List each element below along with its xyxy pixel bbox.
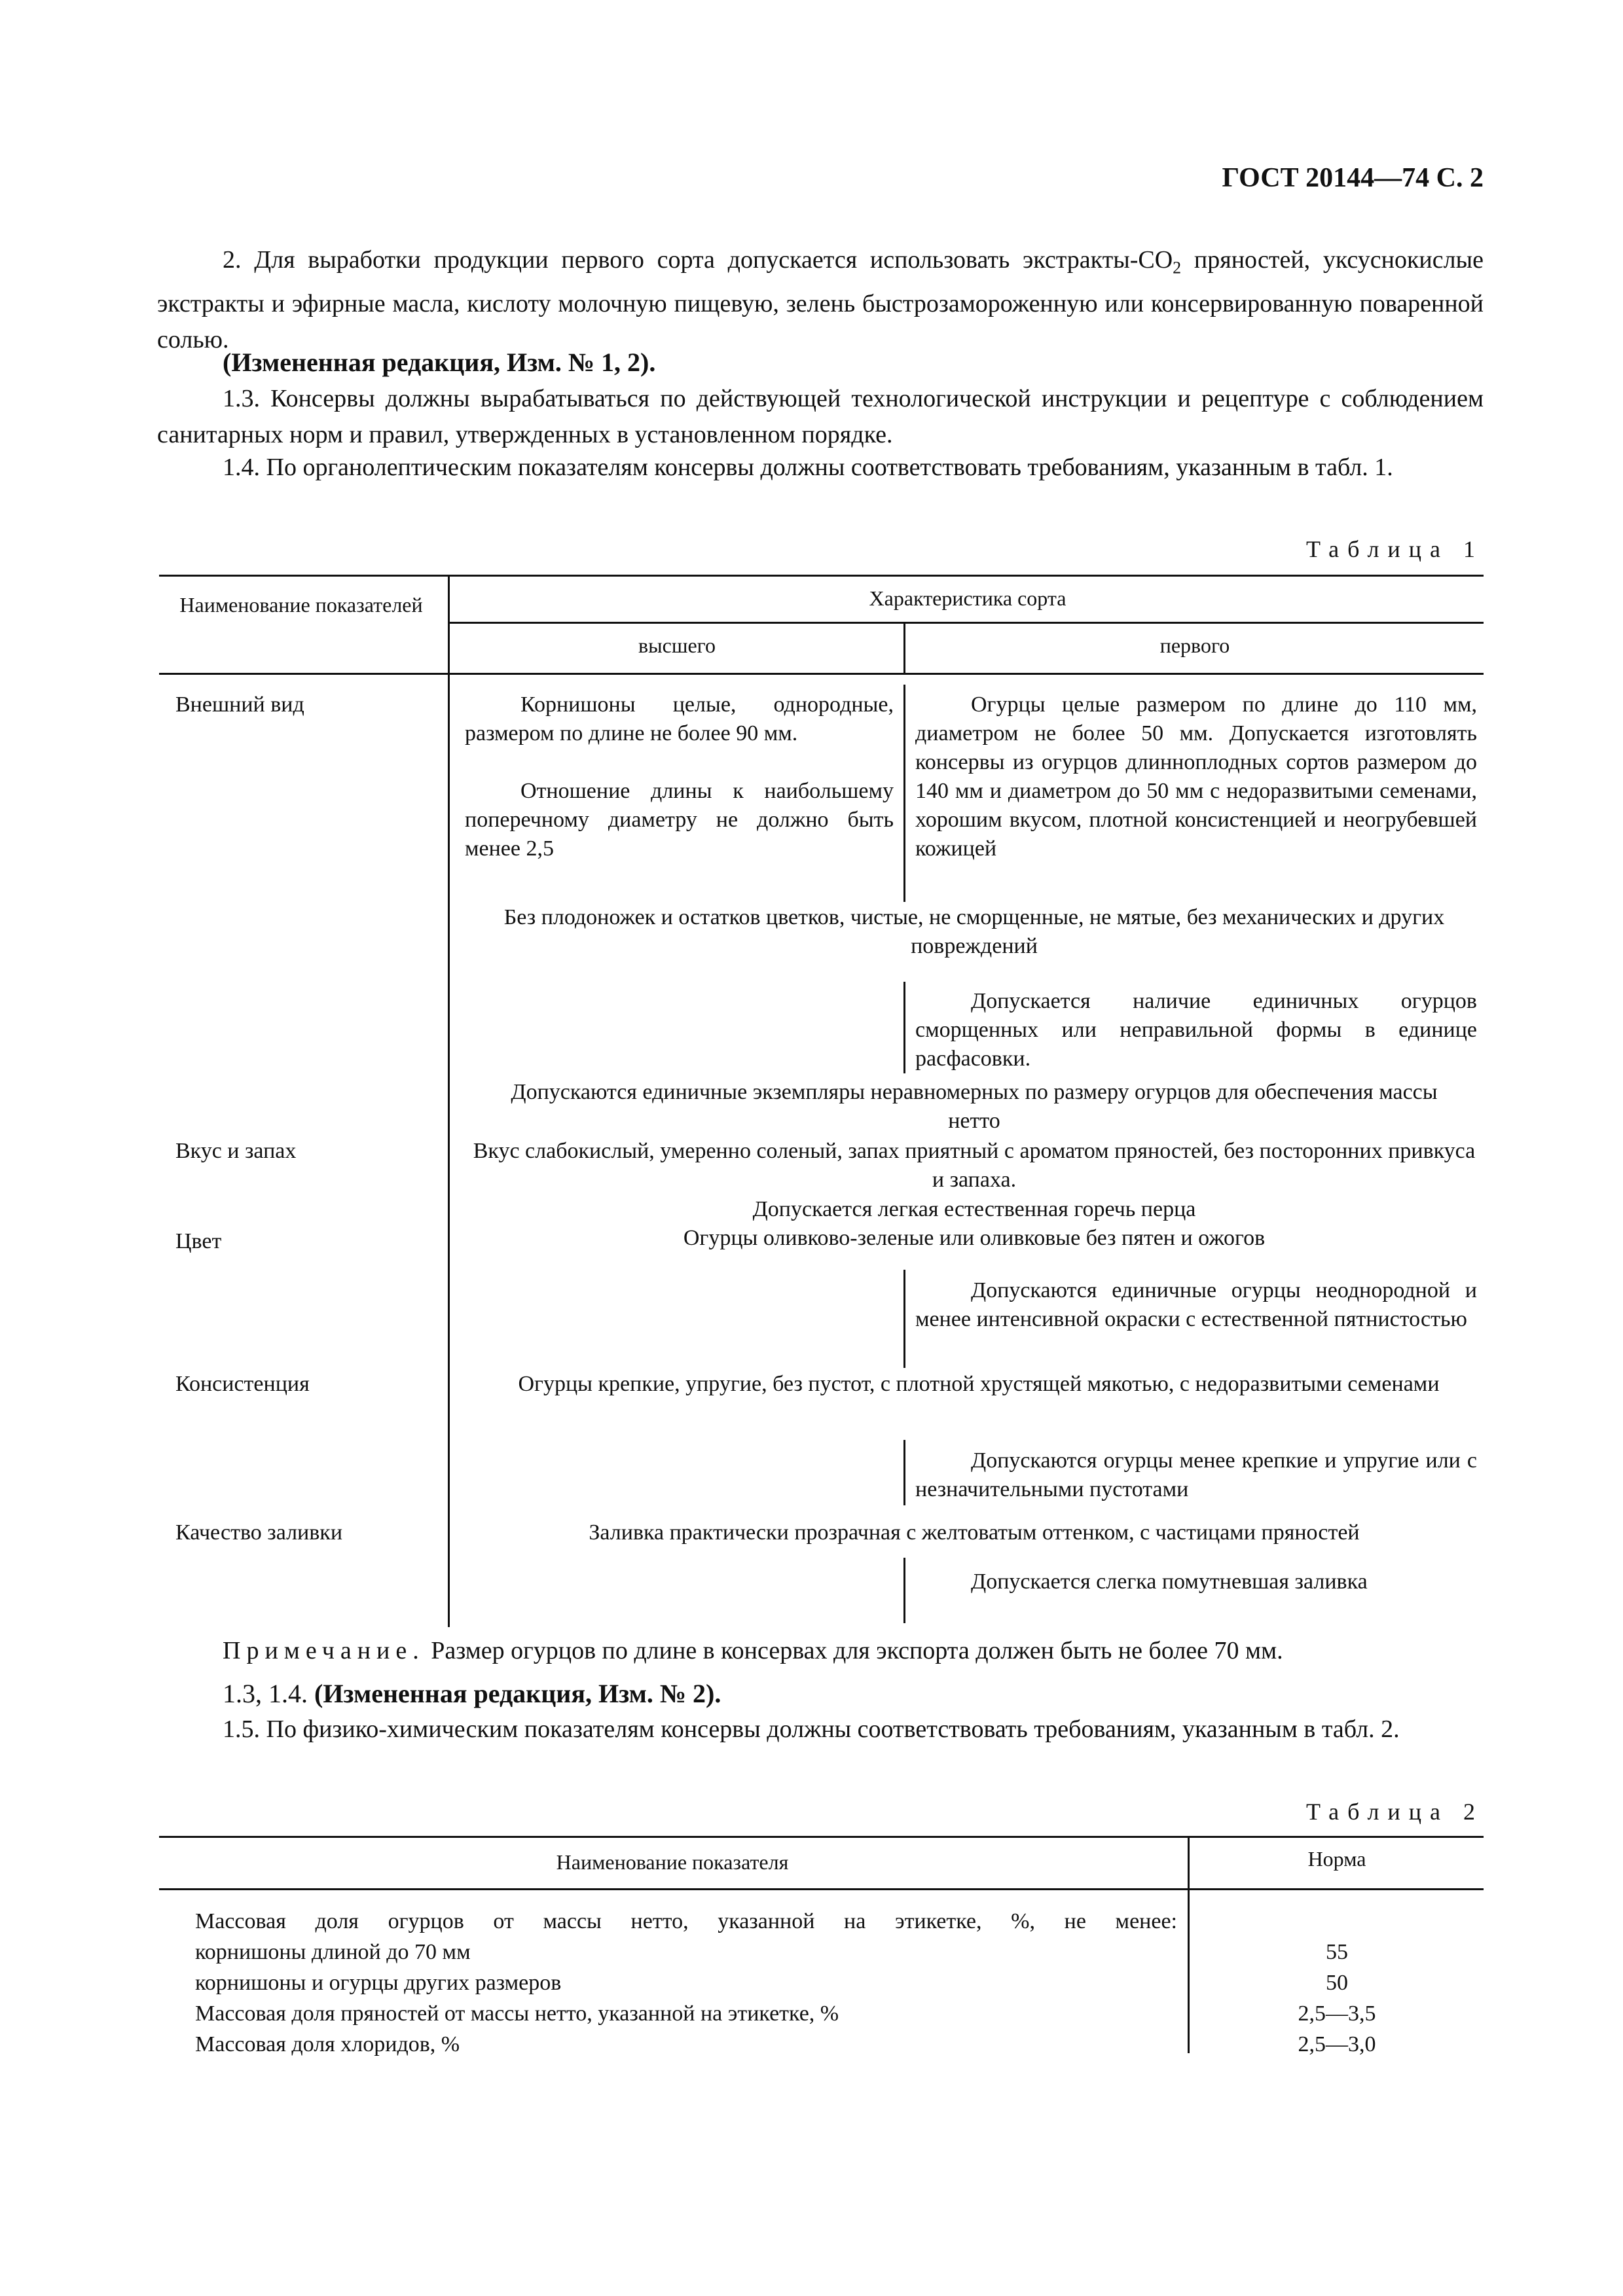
row-label-fill: Качество заливки (175, 1520, 343, 1545)
table-1-subheader-rule (449, 622, 1484, 624)
row-label-consistency: Консистенция (175, 1372, 310, 1396)
fill-first-rule (903, 1558, 905, 1623)
table-2-header-name: Наименование показателя (556, 1850, 789, 1874)
edited-note-2 (223, 1676, 721, 1712)
table-1-header-name: Наименование показателей (179, 593, 423, 617)
table-2-header-norm: Норма (1307, 1847, 1366, 1871)
table-2-values (1190, 1906, 1484, 2060)
taste-common-1: Вкус слабокислый, умеренно соленый, запах приятный с ароматом пряностей, без посторонних привкуса и запаха. (473, 1139, 1476, 1192)
table-1-label: Таблица 1 (1306, 536, 1484, 562)
table-row: корнишоны длиной до 70 мм (195, 1940, 471, 1964)
table-row: корнишоны и огурцы других размеров (195, 1971, 562, 1995)
note-2-text-b: пряностей, уксуснокислые экстракты и эфирные масла, кислоту молочную пищевую, зелень быстрозамороженную или консервированную поваренной солью. (157, 246, 1484, 353)
table-1-column-rule-1 (448, 575, 450, 1627)
color-first-rule (903, 1270, 905, 1368)
color-common: Огурцы оливково-зеленые или оливковые без пятен и ожогов (683, 1226, 1266, 1250)
table-1-column-rule-2-header (903, 623, 905, 673)
table-cell-value: 2,5—3,5 (1298, 2001, 1376, 2026)
edited-2-bold: (Измененная редакция, Изм. № 2). (314, 1679, 721, 1708)
appearance-first-2: Допускается наличие единичных огурцов сморщенных или неправильной формы в единице расфасовки. (915, 989, 1477, 1071)
taste-common-2: Допускается легкая естественная горечь перца (752, 1197, 1196, 1221)
consistency-common: Огурцы крепкие, упругие, без пустот, с плотной хрустящей мякотью, с недоразвитыми семенами (518, 1372, 1440, 1396)
table-row: Массовая доля огурцов от массы нетто, указанной на этикетке, %, не менее: (195, 1909, 1177, 1933)
fill-common: Заливка практически прозрачная с желтоватым оттенком, с частицами пряностей (589, 1520, 1360, 1545)
paragraph-1-4: 1.4. По органолептическим показателям консервы должны соответствовать требованиям, указанным в табл. 1. (223, 454, 1393, 481)
row-label-color: Цвет (175, 1229, 222, 1253)
table-1-top-rule (159, 575, 1484, 577)
table-1-note (223, 1633, 1484, 1669)
edited-note-1: (Измененная редакция, Изм. № 1, 2). (223, 348, 656, 377)
paragraph-1-3: 1.3. Консервы должны вырабатываться по действующей технологической инструкции и рецептуре с соблюдением санитарных норм и правил, утвержденных в установленном порядке. (157, 385, 1484, 448)
appearance-common-2: Допускаются единичные экземпляры неравномерных по размеру огурцов для обеспечения массы нетто (511, 1080, 1438, 1133)
table-cell-value (1190, 1906, 1484, 1937)
note-text: Размер огурцов по длине в консервах для экспорта должен быть не более 70 мм. (431, 1637, 1283, 1664)
appearance-first-2-rule (903, 982, 905, 1073)
table-row: Массовая доля хлоридов, % (195, 2032, 460, 2056)
page-header: ГОСТ 20144—74 С. 2 (1222, 163, 1484, 193)
paragraph-note-2 (157, 242, 1484, 358)
table-2-column-rule (1188, 1836, 1190, 2053)
table-cell-value: 2,5—3,0 (1298, 2032, 1376, 2056)
table-row: Массовая доля пряностей от массы нетто, указанной на этикетке, % (195, 2001, 839, 2026)
consistency-first: Допускаются огурцы менее крепкие и упругие или с незначительными пустотами (915, 1448, 1477, 1501)
appearance-first: Огурцы целые размером по длине до 110 мм, диаметром не более 50 мм. Допускается изготовлять консервы из огурцов длинноплодных сортов размером до 140 мм и диаметром до 50 мм с недоразвитыми семенами, хорошим вкусом, плотной консистенцией и неогрубевшей кожицей (915, 692, 1477, 861)
table-2-top-rule (159, 1836, 1484, 1838)
consistency-first-rule (903, 1440, 905, 1505)
table-cell-value: 50 (1326, 1971, 1348, 1995)
appearance-higher-1: Корнишоны целые, однородные, размером по длине не более 90 мм. (465, 692, 894, 745)
appearance-higher-2: Отношение длины к наибольшему поперечному диаметру не должно быть менее 2,5 (465, 779, 894, 861)
note-2-subscript: 2 (1173, 258, 1182, 278)
table-2-body (195, 1906, 1177, 2060)
table-1-header-higher: высшего (638, 634, 716, 657)
table-2-label: Таблица 2 (1306, 1799, 1484, 1825)
fill-first: Допускается слегка помутневшая заливка (971, 1570, 1368, 1594)
color-first: Допускаются единичные огурцы неоднородной и менее интенсивной окраски с естественной пятнистостью (915, 1278, 1477, 1331)
appearance-common-1: Без плодоножек и остатков цветков, чистые, не сморщенные, не мятые, без механических и других повреждений (503, 905, 1445, 958)
table-1-header-characteristic: Характеристика сорта (869, 586, 1067, 610)
table-1-header-first: первого (1159, 634, 1230, 657)
table-1-header-bottom-rule (159, 673, 1484, 675)
note-2-text-a: 2. Для выработки продукции первого сорта допускается использовать экстракты-СО (223, 246, 1173, 274)
row-label-appearance: Внешний вид (175, 692, 304, 717)
appearance-column-rule (903, 685, 905, 902)
table-cell-value: 55 (1326, 1940, 1348, 1964)
table-2-header-bottom-rule (159, 1888, 1484, 1890)
note-label: Примечание. (223, 1637, 425, 1664)
paragraph-1-5: 1.5. По физико-химическим показателям консервы должны соответствовать требованиям, указанным в табл. 2. (223, 1715, 1400, 1743)
edited-2-prefix: 1.3, 1.4. (223, 1679, 314, 1708)
row-label-taste: Вкус и запах (175, 1139, 297, 1163)
